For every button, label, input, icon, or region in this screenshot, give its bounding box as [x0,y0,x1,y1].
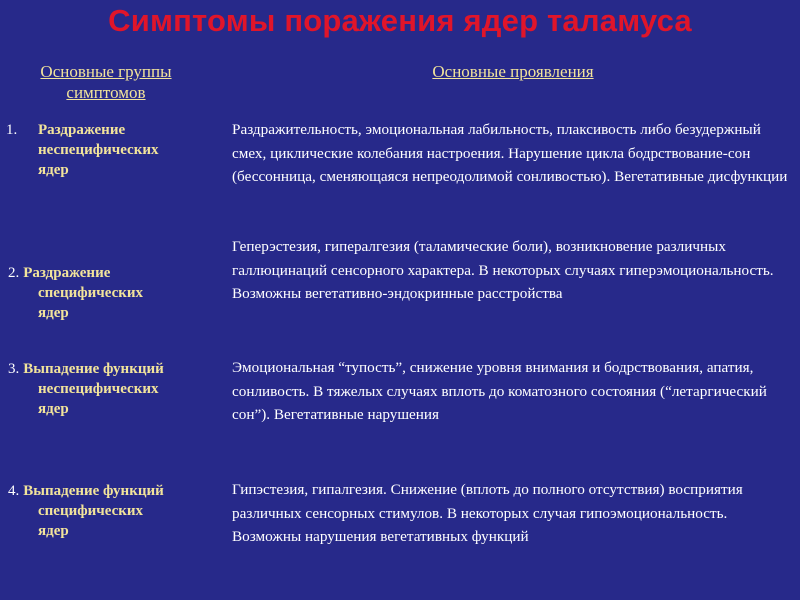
row-2-label-line3: ядер [38,305,69,321]
row-4-label-line3: ядер [38,523,69,539]
row-4-label-line1: Выпадение функций [23,483,164,499]
row-3-label-line2: неспецифических [38,381,159,397]
slide-title: Симптомы поражения ядер таламуса [108,3,692,38]
row-3-description: Эмоциональная “тупость”, снижение уровня внимания и бодрствования, апатия, сонливость. В тяжелых случаях вплоть до коматозного состояния (“летаргический сон”). Вегетативные нарушения [232,359,767,423]
row-2-label-line2: специфических [38,285,144,301]
column-header-manifestations: Основные проявления [432,62,594,81]
row-1-number: 1. [6,122,18,138]
row-1-description: Раздражительность, эмоциональная лабильность, плаксивость либо безудержный смех, циклические колебания настроения. Нарушение цикла бодрствование-сон (бессонница, сменяющаяся непреодолимой сонливостью). Вегетативные дисфункции [232,121,788,185]
row-4-number: 4. [8,483,20,499]
row-3-label-line1: Выпадение функций [23,361,164,377]
row-4-label [6,481,222,541]
row-1-label [6,120,222,180]
row-1-label-line3: ядер [38,162,69,178]
row-4-description: Гипэстезия, гипалгезия. Снижение (вплоть до полного отсутствия) восприятия различных сенсорных стимулов. В некоторых случая гипоэмоциональность. Возможны нарушения вегетативных функций [232,481,743,545]
row-2-description: Геперэстезия, гипералгезия (таламические боли), возникновение различных галлюцинаций сенсорного характера. В некоторых случаях гиперэмоциональность. Возможны вегетативно-эндокринные расстройства [232,238,774,302]
column-header-symptom-groups: Основные группы симптомов [40,62,172,102]
row-2-label [6,263,222,323]
row-1-label-line2: неспецифических [38,142,159,158]
row-3-number: 3. [8,361,20,377]
row-2-number: 2. [8,265,20,281]
row-3-label [6,359,222,419]
row-3-label-line3: ядер [38,401,69,417]
row-1-label-line1: Раздражение [38,122,126,138]
row-4-label-line2: специфических [38,503,144,519]
row-2-label-line1: Раздражение [23,265,111,281]
